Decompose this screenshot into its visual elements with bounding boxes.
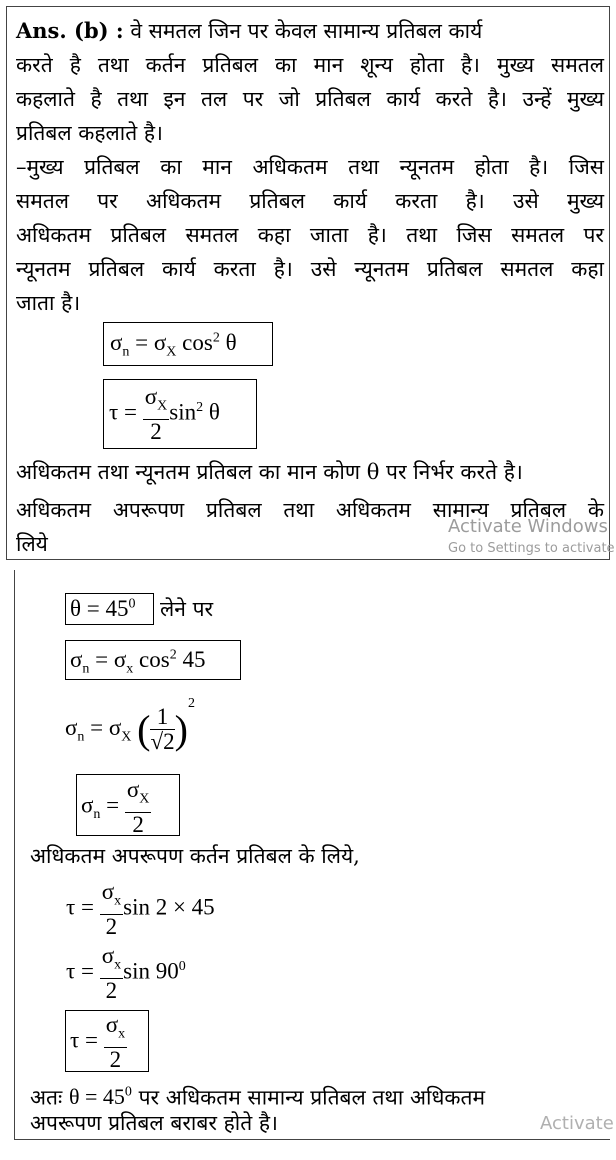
watermark-activate-windows: Activate Windows [448, 516, 608, 537]
conclusion-line-1-text: पर अधिकतम सामान्य प्रतिबल तथा अधिकतम [138, 1085, 486, 1110]
answer-label: Ans. (b) : [16, 18, 124, 43]
equation-tau-sin-2x45: τ = $\frac{\sigma_x}{2}$ sin 2 × 45 [66, 879, 215, 939]
equation-shear-stress: τ = $\frac{\sigma_X}{2}$ $\sin^2 \theta$ [109, 384, 220, 444]
watermark-activate-bottom: Activate [540, 1113, 614, 1134]
paragraph-2-line-2: समतल पर अधिकतम प्रतिबल कार्य करता है। उसे मुख्य [16, 189, 604, 213]
theta-45-equation: $\theta = 45^0$ [70, 596, 136, 621]
theta-45-text: लेने पर [160, 597, 214, 621]
paragraph-1-line-4: प्रतिबल कहलाते है। [16, 121, 163, 145]
equation-tau-half: τ = $\frac{\sigma_x}{2}$ [70, 1012, 126, 1072]
paragraph-2-line-3: अधिकतम प्रतिबल समतल कहा जाता है। तथा जिस समतल पर [16, 223, 604, 247]
paragraph-1-line-1: वे समतल जिन पर केवल सामान्य प्रतिबल कार्य [130, 19, 483, 43]
paragraph-2-line-1: –मुख्य प्रतिबल का मान अधिकतम तथा न्यूनतम होता है। जिस [16, 155, 604, 179]
equation-sigma-n-root: $\sigma_n = \sigma_X$ ( $\frac{1}{√2}$ )$^2$ [65, 696, 195, 755]
conclusion-theta: $\theta = 45^0$ [68, 1084, 132, 1110]
conclusion-line-2: अपरूपण प्रतिबल बराबर होते है। [30, 1111, 278, 1135]
conclusion-prefix: अतः [30, 1085, 63, 1110]
paragraph-1-line-3: कहलाते है तथा इन तल पर जो प्रतिबल कार्य करते है। उन्हें मुख्य [16, 87, 604, 111]
equation-sigma-n-cos: $\sigma_n = \sigma_x$ $\cos^2 45$ [70, 647, 206, 677]
paragraph-1-line-2: करते है तथा कर्तन प्रतिबल का मान शून्य होता है। मुख्य समतल [16, 53, 604, 77]
paragraph-4-line-2: लिये [16, 532, 48, 556]
shear-stress-text: अधिकतम अपरूपण कर्तन प्रतिबल के लिये, [30, 844, 360, 868]
paragraph-2-line-4: न्यूनतम प्रतिबल कार्य करता है। उसे न्यूनतम प्रतिबल समतल कहा [16, 257, 604, 281]
watermark-go-to-settings: Go to Settings to activate [448, 541, 615, 556]
equation-sigma-n-half: $\sigma_n$ = $\frac{\sigma_X}{2}$ [81, 777, 150, 837]
equation-normal-stress: $\sigma_n = \sigma_X$ $\cos^2 \theta$ [110, 330, 237, 360]
equation-tau-sin-90: τ = $\frac{\sigma_x}{2}$ $\sin 90^0$ [66, 943, 186, 1003]
paragraph-4-line-1: अधिकतम अपरूपण प्रतिबल तथा अधिकतम सामान्य प्रतिबल के [16, 498, 604, 522]
paragraph-2-line-5: जाता है। [16, 291, 81, 315]
paragraph-3: अधिकतम तथा न्यूनतम प्रतिबल का मान कोण θ पर निर्भर करते है। [16, 460, 523, 484]
answer-line-1 [16, 13, 482, 49]
